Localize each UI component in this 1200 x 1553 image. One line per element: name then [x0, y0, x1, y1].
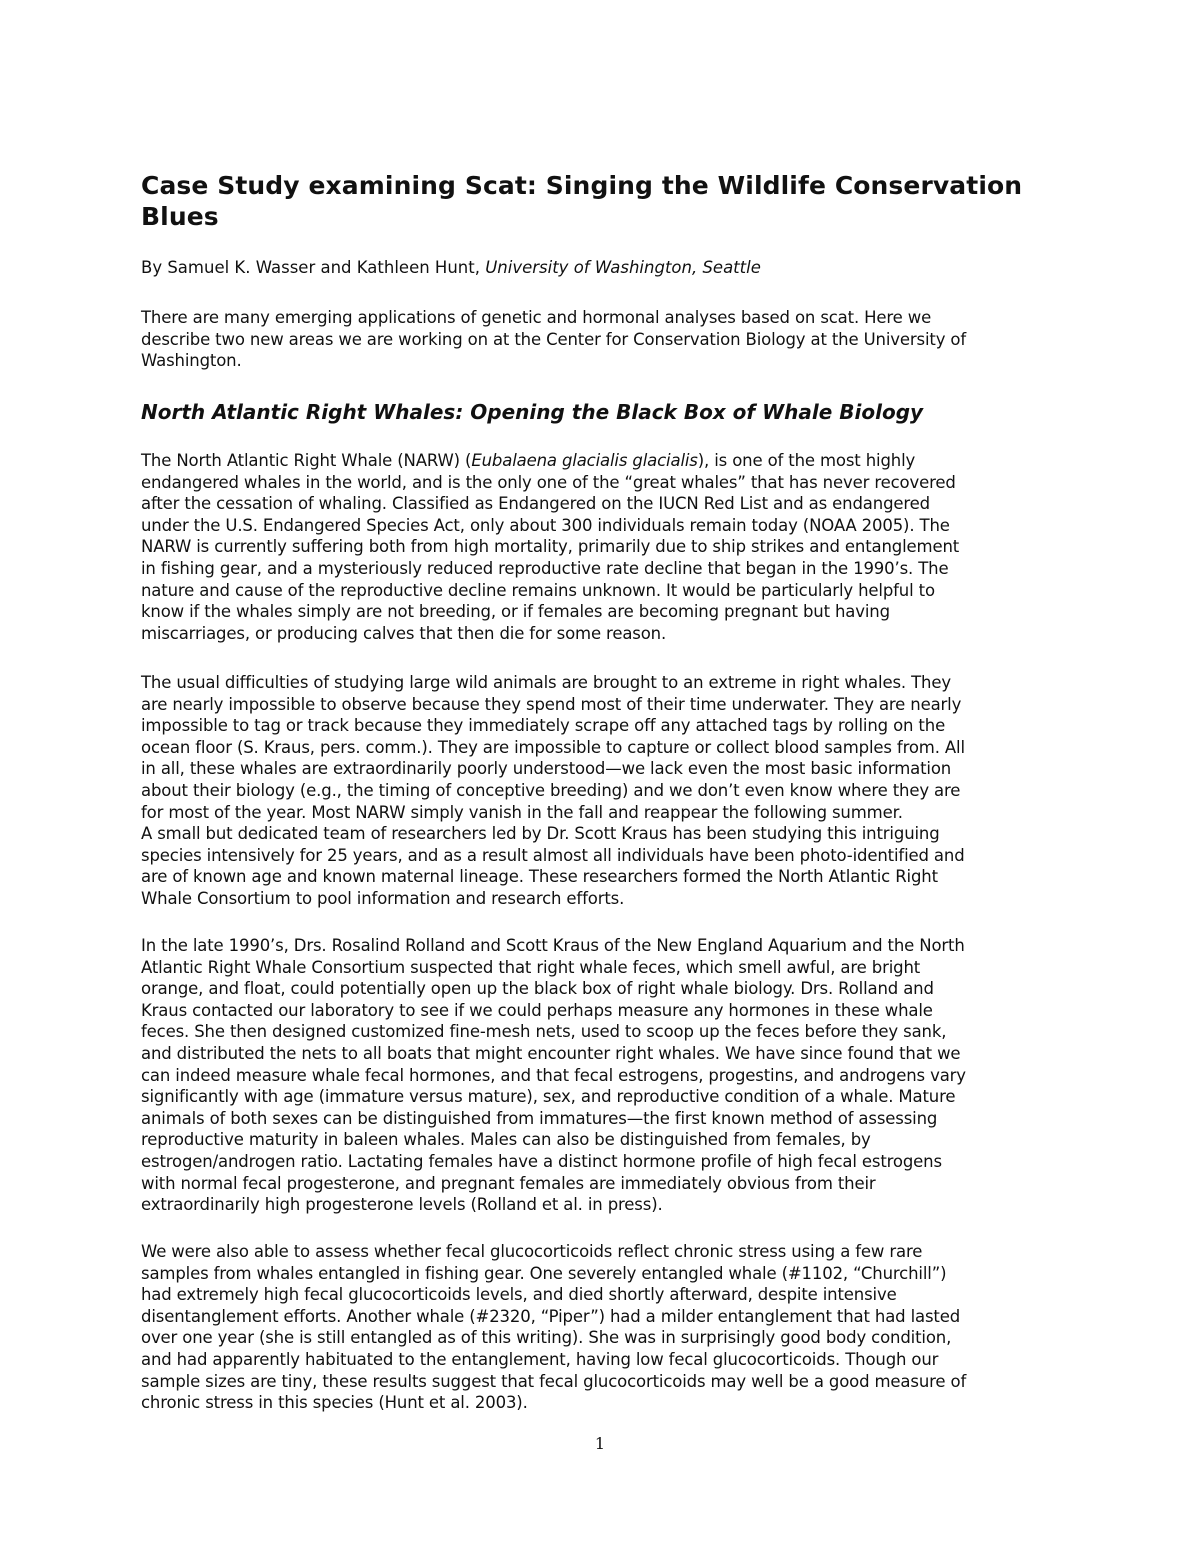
paragraph-line: animals of both sexes can be distinguished from immatures—the first known method of assessing [141, 1108, 938, 1128]
paragraph-line: are nearly impossible to observe because they spend most of their time underwater. They are nearly [141, 694, 962, 714]
paragraph-line: In the late 1990’s, Drs. Rosalind Rolland and Scott Kraus of the New England Aquarium and the North [141, 936, 965, 955]
byline-affiliation: University of Washington, Seattle [485, 258, 761, 277]
paragraph-line: and had apparently habituated to the entanglement, having low fecal glucocorticoids. Though our [141, 1349, 939, 1369]
paragraph-line: ocean floor (S. Kraus, pers. comm.). They are impossible to capture or collect blood samples from. All [141, 737, 965, 757]
byline-authors: By Samuel K. Wasser and Kathleen Hunt, [141, 258, 486, 277]
paragraph-line: can indeed measure whale fecal hormones, and that fecal estrogens, progestins, and androgens vary [141, 1065, 966, 1085]
paragraph-line: endangered whales in the world, and is the only one of the “great whales” that has never recovered [141, 472, 956, 492]
paragraph-line: under the U.S. Endangered Species Act, only about 300 individuals remain today (NOAA 2005). The [141, 515, 950, 535]
paragraph-line: in all, these whales are extraordinarily poorly understood—we lack even the most basic information [141, 759, 952, 779]
paragraph-line: sample sizes are tiny, these results suggest that fecal glucocorticoids may well be a good measure of [141, 1371, 967, 1391]
paragraph-line: chronic stress in this species (Hunt et al. 2003). [141, 1393, 528, 1413]
paragraph-glucocorticoids [141, 1241, 1059, 1414]
paragraph-line: and distributed the nets to all boats that might encounter right whales. We have since found that we [141, 1043, 961, 1063]
section-heading: North Atlantic Right Whales: Opening the Black Box of Whale Biology [141, 400, 924, 424]
text-run: The North Atlantic Right Whale (NARW) ( [141, 451, 472, 470]
paragraph-line: species intensively for 25 years, and as a result almost all individuals have been photo-identified and [141, 845, 965, 865]
intro-paragraph [141, 307, 1059, 372]
paragraph-line: miscarriages, or producing calves that then die for some reason. [141, 623, 667, 643]
paragraph-line: in fishing gear, and a mysteriously reduced reproductive rate decline that began in the 1990’s. The [141, 558, 949, 578]
intro-line: There are many emerging applications of genetic and hormonal analyses based on scat. Here we [141, 308, 932, 327]
paragraph-line: orange, and float, could potentially open up the black box of right whale biology. Drs. Rolland and [141, 979, 934, 999]
paragraph-line: The usual difficulties of studying large wild animals are brought to an extreme in right whales. They [141, 673, 951, 692]
species-name: Eubalaena glacialis glacialis [471, 451, 698, 470]
paragraph-line: reproductive maturity in baleen whales. Males can also be distinguished from females, by [141, 1130, 871, 1150]
paragraph-line: NARW is currently suffering both from high mortality, primarily due to ship strikes and entanglement [141, 537, 960, 557]
paragraph-line: significantly with age (immature versus mature), sex, and reproductive condition of a whale. Mature [141, 1087, 956, 1107]
paragraph-line: Whale Consortium to pool information and research efforts. [141, 888, 625, 908]
paragraph-line: feces. She then designed customized fine-mesh nets, used to scoop up the feces before they sank, [141, 1022, 947, 1042]
paragraph-line: disentanglement efforts. Another whale (#2320, “Piper”) had a milder entanglement that had lasted [141, 1306, 961, 1326]
intro-line: Washington. [141, 351, 242, 371]
paragraph-line: We were also able to assess whether fecal glucocorticoids reflect chronic stress using a few rare [141, 1242, 923, 1261]
paragraph-line: about their biology (e.g., the timing of conceptive breeding) and we don’t even know where they are [141, 780, 961, 800]
paragraph-line: had extremely high fecal glucocorticoids levels, and died shortly afterward, despite intensive [141, 1285, 897, 1305]
paragraph-line [141, 450, 1059, 472]
paragraph-difficulties [141, 672, 1059, 910]
document-title: Case Study examining Scat: Singing the Wildlife Conservation Blues [141, 171, 1023, 231]
paragraph-line: samples from whales entangled in fishing gear. One severely entangled whale (#1102, “Churchill”) [141, 1263, 947, 1283]
paragraph-line: over one year (she is still entangled as of this writing). She was in surprisingly good body condition, [141, 1328, 952, 1348]
paragraph-line: nature and cause of the reproductive decline remains unknown. It would be particularly helpful to [141, 580, 935, 600]
intro-line: describe two new areas we are working on at the Center for Conservation Biology at the University of [141, 329, 967, 349]
text-run: ), is one of the most highly [697, 451, 916, 470]
paragraph-line: impossible to tag or track because they immediately scrape off any attached tags by rolling on the [141, 716, 946, 736]
paragraph-line: are of known age and known maternal lineage. These researchers formed the North Atlantic Right [141, 867, 938, 887]
page-number: 1 [594, 1434, 606, 1453]
paragraph-line: Kraus contacted our laboratory to see if we could perhaps measure any hormones in these whale [141, 1000, 933, 1020]
paragraph-line: know if the whales simply are not breeding, or if females are becoming pregnant but having [141, 602, 890, 622]
paragraph-narw-status [141, 450, 1059, 644]
paragraph-line: A small but dedicated team of researchers led by Dr. Scott Kraus has been studying this intriguing [141, 824, 940, 844]
paragraph-fecal-hormones [141, 935, 1059, 1216]
paragraph-line: with normal fecal progesterone, and pregnant females are immediately obvious from their [141, 1173, 876, 1193]
byline [141, 257, 1061, 279]
paragraph-line: for most of the year. Most NARW simply vanish in the fall and reappear the following summer. [141, 802, 903, 822]
paragraph-line: estrogen/androgen ratio. Lactating females have a distinct hormone profile of high fecal estrogens [141, 1151, 942, 1171]
paragraph-line: Atlantic Right Whale Consortium suspected that right whale feces, which smell awful, are bright [141, 957, 921, 977]
paragraph-line: extraordinarily high progesterone levels (Rolland et al. in press). [141, 1195, 663, 1215]
paragraph-line: after the cessation of whaling. Classified as Endangered on the IUCN Red List and as endangered [141, 494, 930, 514]
